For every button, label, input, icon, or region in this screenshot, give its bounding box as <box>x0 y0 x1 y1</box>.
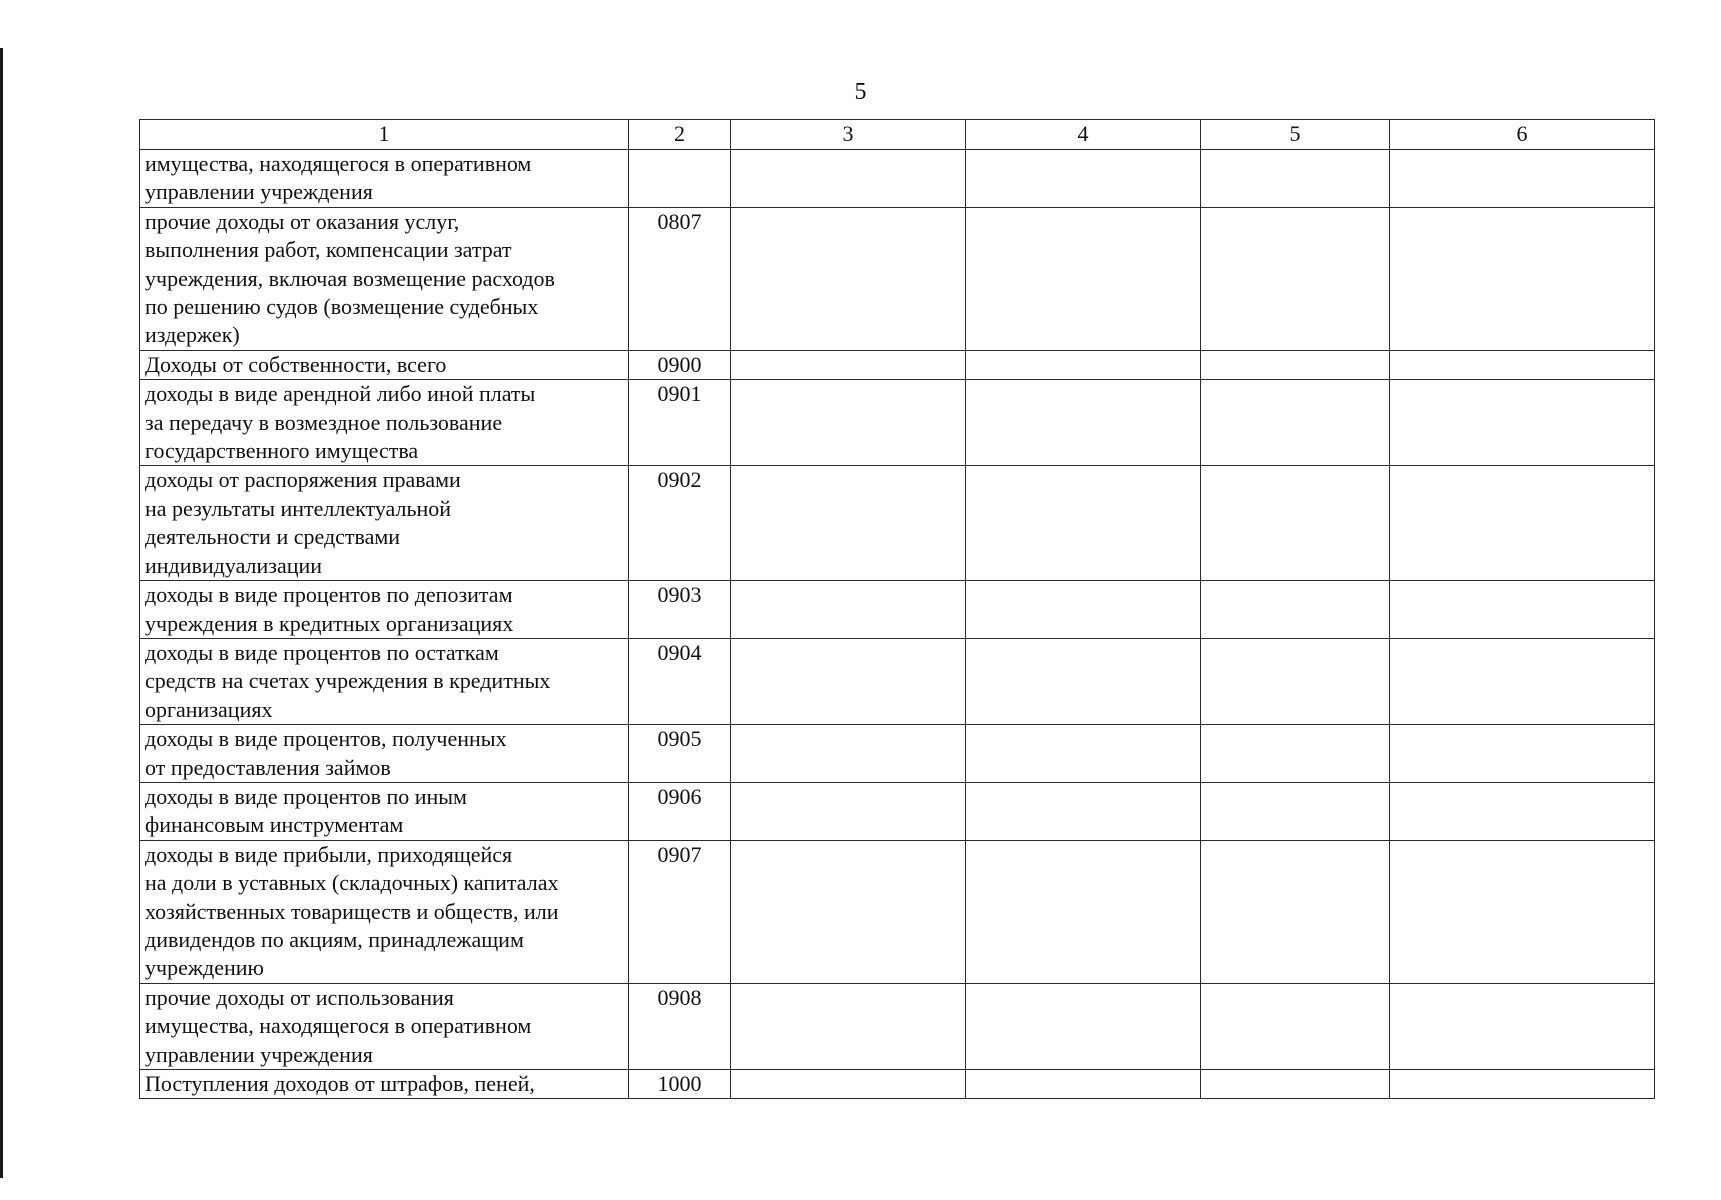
table-row <box>140 466 1655 581</box>
empty-cell-col-6 <box>1390 1070 1655 1099</box>
row-description: имущества, находящегося в оперативном управлении учреждения <box>140 150 629 208</box>
row-code: 0903 <box>629 581 731 639</box>
empty-cell-col-5 <box>1201 983 1390 1069</box>
header-cell-1: 1 <box>140 120 629 150</box>
page-number: 5 <box>854 79 867 105</box>
row-description: доходы в виде процентов по остаткам средств на счетах учреждения в кредитных организациях <box>140 638 629 724</box>
row-description: доходы в виде прибыли, приходящейся на доли в уставных (складочных) капиталах хозяйственных товариществ и обществ, или дивидендов по акциям, принадлежащим учреждению <box>140 840 629 983</box>
row-description: доходы в виде процентов, полученных от предоставления займов <box>140 725 629 783</box>
empty-cell-col-6 <box>1390 983 1655 1069</box>
row-code: 0904 <box>629 638 731 724</box>
row-code: 0908 <box>629 983 731 1069</box>
empty-cell-col-5 <box>1201 207 1390 350</box>
empty-cell-col-4 <box>966 983 1201 1069</box>
empty-cell-col-5 <box>1201 782 1390 840</box>
row-code: 0907 <box>629 840 731 983</box>
row-description: Доходы от собственности, всего <box>140 350 629 379</box>
table-row <box>140 150 1655 208</box>
table-row <box>140 350 1655 379</box>
empty-cell-col-5 <box>1201 350 1390 379</box>
row-code: 0906 <box>629 782 731 840</box>
empty-cell-col-4 <box>966 840 1201 983</box>
empty-cell-col-3 <box>731 782 966 840</box>
empty-cell-col-4 <box>966 380 1201 466</box>
empty-cell-col-5 <box>1201 1070 1390 1099</box>
row-code: 0905 <box>629 725 731 783</box>
row-description: доходы от распоряжения правами на результаты интеллектуальной деятельности и средствами индивидуализации <box>140 466 629 581</box>
empty-cell-col-4 <box>966 782 1201 840</box>
empty-cell-col-3 <box>731 380 966 466</box>
empty-cell-col-4 <box>966 207 1201 350</box>
empty-cell-col-4 <box>966 150 1201 208</box>
table-row <box>140 1070 1655 1099</box>
table-row <box>140 983 1655 1069</box>
empty-cell-col-3 <box>731 840 966 983</box>
page-edge <box>0 48 3 1178</box>
table-row <box>140 782 1655 840</box>
empty-cell-col-3 <box>731 581 966 639</box>
empty-cell-col-4 <box>966 638 1201 724</box>
table-row <box>140 638 1655 724</box>
empty-cell-col-3 <box>731 725 966 783</box>
empty-cell-col-4 <box>966 1070 1201 1099</box>
table-row <box>140 581 1655 639</box>
header-cell-6: 6 <box>1390 120 1655 150</box>
row-code <box>629 150 731 208</box>
row-code: 0902 <box>629 466 731 581</box>
empty-cell-col-5 <box>1201 638 1390 724</box>
empty-cell-col-3 <box>731 350 966 379</box>
empty-cell-col-5 <box>1201 150 1390 208</box>
header-cell-4: 4 <box>966 120 1201 150</box>
row-description: прочие доходы от оказания услуг, выполнения работ, компенсации затрат учреждения, включая возмещение расходов по решению судов (возмещение судебных издержек) <box>140 207 629 350</box>
header-cell-3: 3 <box>731 120 966 150</box>
row-code: 1000 <box>629 1070 731 1099</box>
empty-cell-col-6 <box>1390 840 1655 983</box>
empty-cell-col-5 <box>1201 725 1390 783</box>
empty-cell-col-3 <box>731 207 966 350</box>
table-body <box>140 120 1655 1099</box>
empty-cell-col-6 <box>1390 380 1655 466</box>
empty-cell-col-3 <box>731 638 966 724</box>
empty-cell-col-5 <box>1201 840 1390 983</box>
empty-cell-col-6 <box>1390 466 1655 581</box>
empty-cell-col-6 <box>1390 207 1655 350</box>
table-row <box>140 207 1655 350</box>
header-row <box>140 120 1655 150</box>
empty-cell-col-6 <box>1390 150 1655 208</box>
income-table <box>139 119 1655 1099</box>
header-cell-5: 5 <box>1201 120 1390 150</box>
row-description: доходы в виде арендной либо иной платы за передачу в возмездное пользование государственного имущества <box>140 380 629 466</box>
row-description: Поступления доходов от штрафов, пеней, <box>140 1070 629 1099</box>
empty-cell-col-6 <box>1390 782 1655 840</box>
empty-cell-col-4 <box>966 581 1201 639</box>
empty-cell-col-6 <box>1390 581 1655 639</box>
empty-cell-col-4 <box>966 466 1201 581</box>
empty-cell-col-3 <box>731 983 966 1069</box>
table-row <box>140 380 1655 466</box>
row-code: 0807 <box>629 207 731 350</box>
row-code: 0901 <box>629 380 731 466</box>
table-row <box>140 840 1655 983</box>
empty-cell-col-6 <box>1390 350 1655 379</box>
empty-cell-col-4 <box>966 350 1201 379</box>
empty-cell-col-3 <box>731 466 966 581</box>
empty-cell-col-5 <box>1201 380 1390 466</box>
row-description: прочие доходы от использования имущества, находящегося в оперативном управлении учреждения <box>140 983 629 1069</box>
empty-cell-col-5 <box>1201 581 1390 639</box>
empty-cell-col-6 <box>1390 725 1655 783</box>
empty-cell-col-3 <box>731 150 966 208</box>
empty-cell-col-3 <box>731 1070 966 1099</box>
row-description: доходы в виде процентов по депозитам учреждения в кредитных организациях <box>140 581 629 639</box>
row-code: 0900 <box>629 350 731 379</box>
empty-cell-col-4 <box>966 725 1201 783</box>
table-row <box>140 725 1655 783</box>
row-description: доходы в виде процентов по иным финансовым инструментам <box>140 782 629 840</box>
empty-cell-col-5 <box>1201 466 1390 581</box>
header-cell-2: 2 <box>629 120 731 150</box>
empty-cell-col-6 <box>1390 638 1655 724</box>
